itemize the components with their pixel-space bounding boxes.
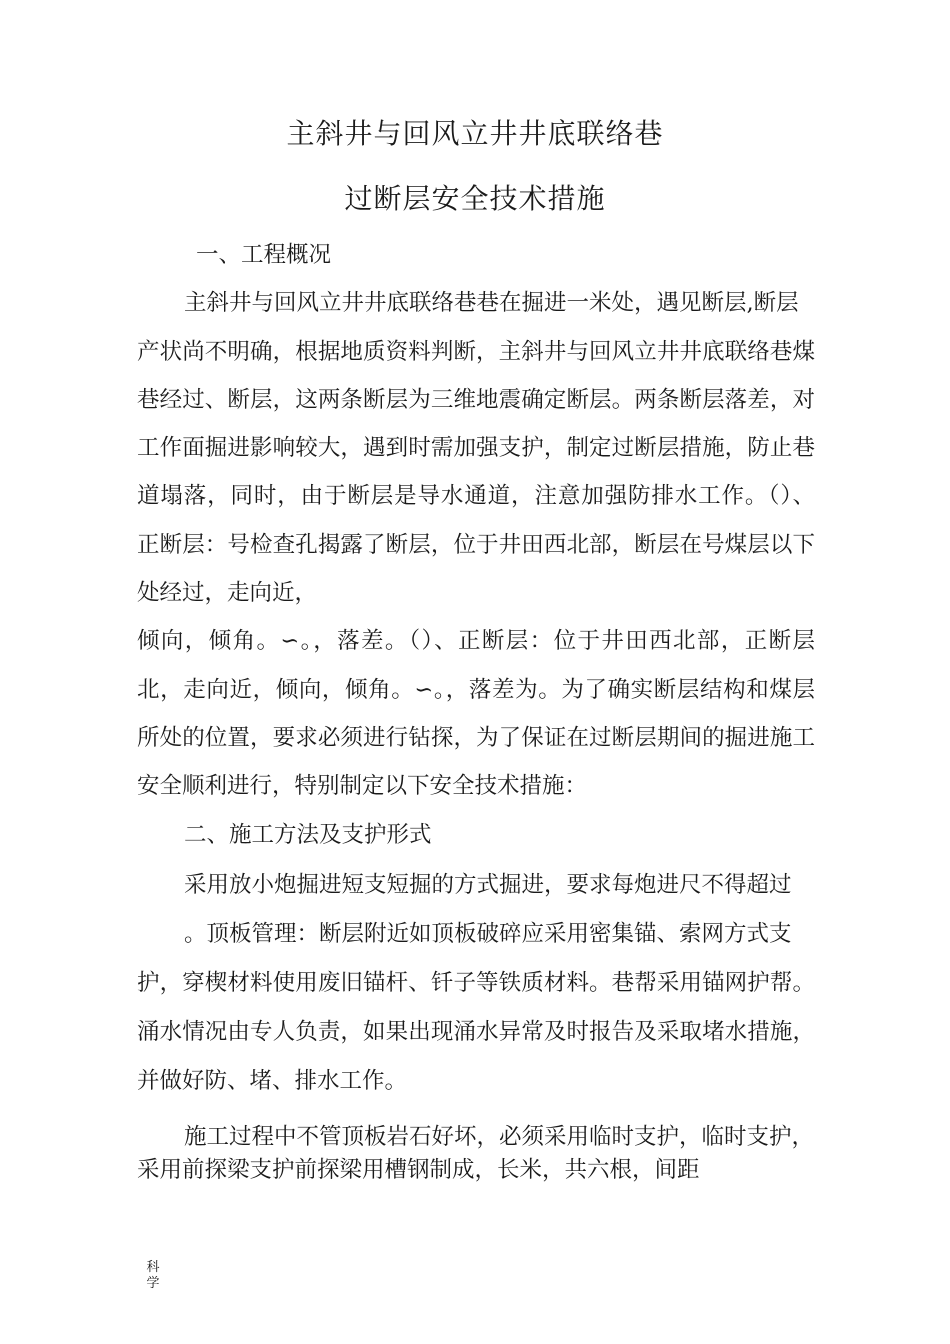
paragraph-line: 产状尚不明确，根据地质资料判断，主斜井与回风立井井底联络巷煤 (137, 339, 815, 365)
footer-character: 科 (146, 1260, 160, 1275)
document-title-line-2: 过断层安全技术措施 (344, 182, 606, 215)
paragraph-line: 正断层：号检查孔揭露了断层，位于井田西北部，断层在号煤层以下 (137, 532, 815, 558)
paragraph-line: 倾向，倾角。∽。，落差。（）、正断层：位于井田西北部，正断层 (137, 628, 815, 654)
paragraph-line: 处经过，走向近， (137, 580, 318, 606)
section-heading-construction-method: 二、施工方法及支护形式 (184, 822, 432, 848)
paragraph-line: 并做好防、堵、排水工作。 (137, 1068, 408, 1094)
paragraph-line: 涌水情况由专人负责，如果出现涌水异常及时报告及采取堵水措施， (137, 1019, 815, 1045)
paragraph-line: 所处的位置，要求必须进行钻探，为了保证在过断层期间的掘进施工 (137, 725, 815, 751)
paragraph-line: 巷经过、断层，这两条断层为三维地震确定断层。两条断层落差，对 (137, 387, 815, 413)
paragraph-line: 主斜井与回风立井井底联络巷巷在掘进一米处，遇见断层,断层 (184, 290, 799, 316)
paragraph-line: 安全顺利进行，特别制定以下安全技术措施： (137, 773, 588, 799)
paragraph-line: 采用前探梁支护前探梁用槽钢制成，长米，共六根，间距 (137, 1157, 700, 1183)
document-title-line-1: 主斜井与回风立井井底联络巷 (286, 117, 664, 150)
paragraph-line: 道塌落，同时，由于断层是导水通道，注意加强防排水工作。（）、 (137, 483, 815, 509)
paragraph-line: 施工过程中不管顶板岩石好坏，必须采用临时支护，临时支护， (184, 1124, 815, 1150)
paragraph-line: 护，穿楔材料使用废旧锚杆、钎子等铁质材料。巷帮采用锚网护帮。 (137, 970, 815, 996)
section-heading-overview: 一、工程概况 (196, 242, 332, 268)
paragraph-line: 。顶板管理：断层附近如顶板破碎应采用密集锚、索网方式支 (184, 921, 792, 947)
paragraph-line: 采用放小炮掘进短支短掘的方式掘进，要求每炮进尺不得超过 (184, 872, 792, 898)
paragraph-line: 工作面掘进影响较大，遇到时需加强支护，制定过断层措施，防止巷 (137, 435, 815, 461)
paragraph-line: 北，走向近，倾向，倾角。∽。，落差为。为了确实断层结构和煤层 (137, 677, 815, 703)
footer-character: 学 (146, 1276, 160, 1291)
